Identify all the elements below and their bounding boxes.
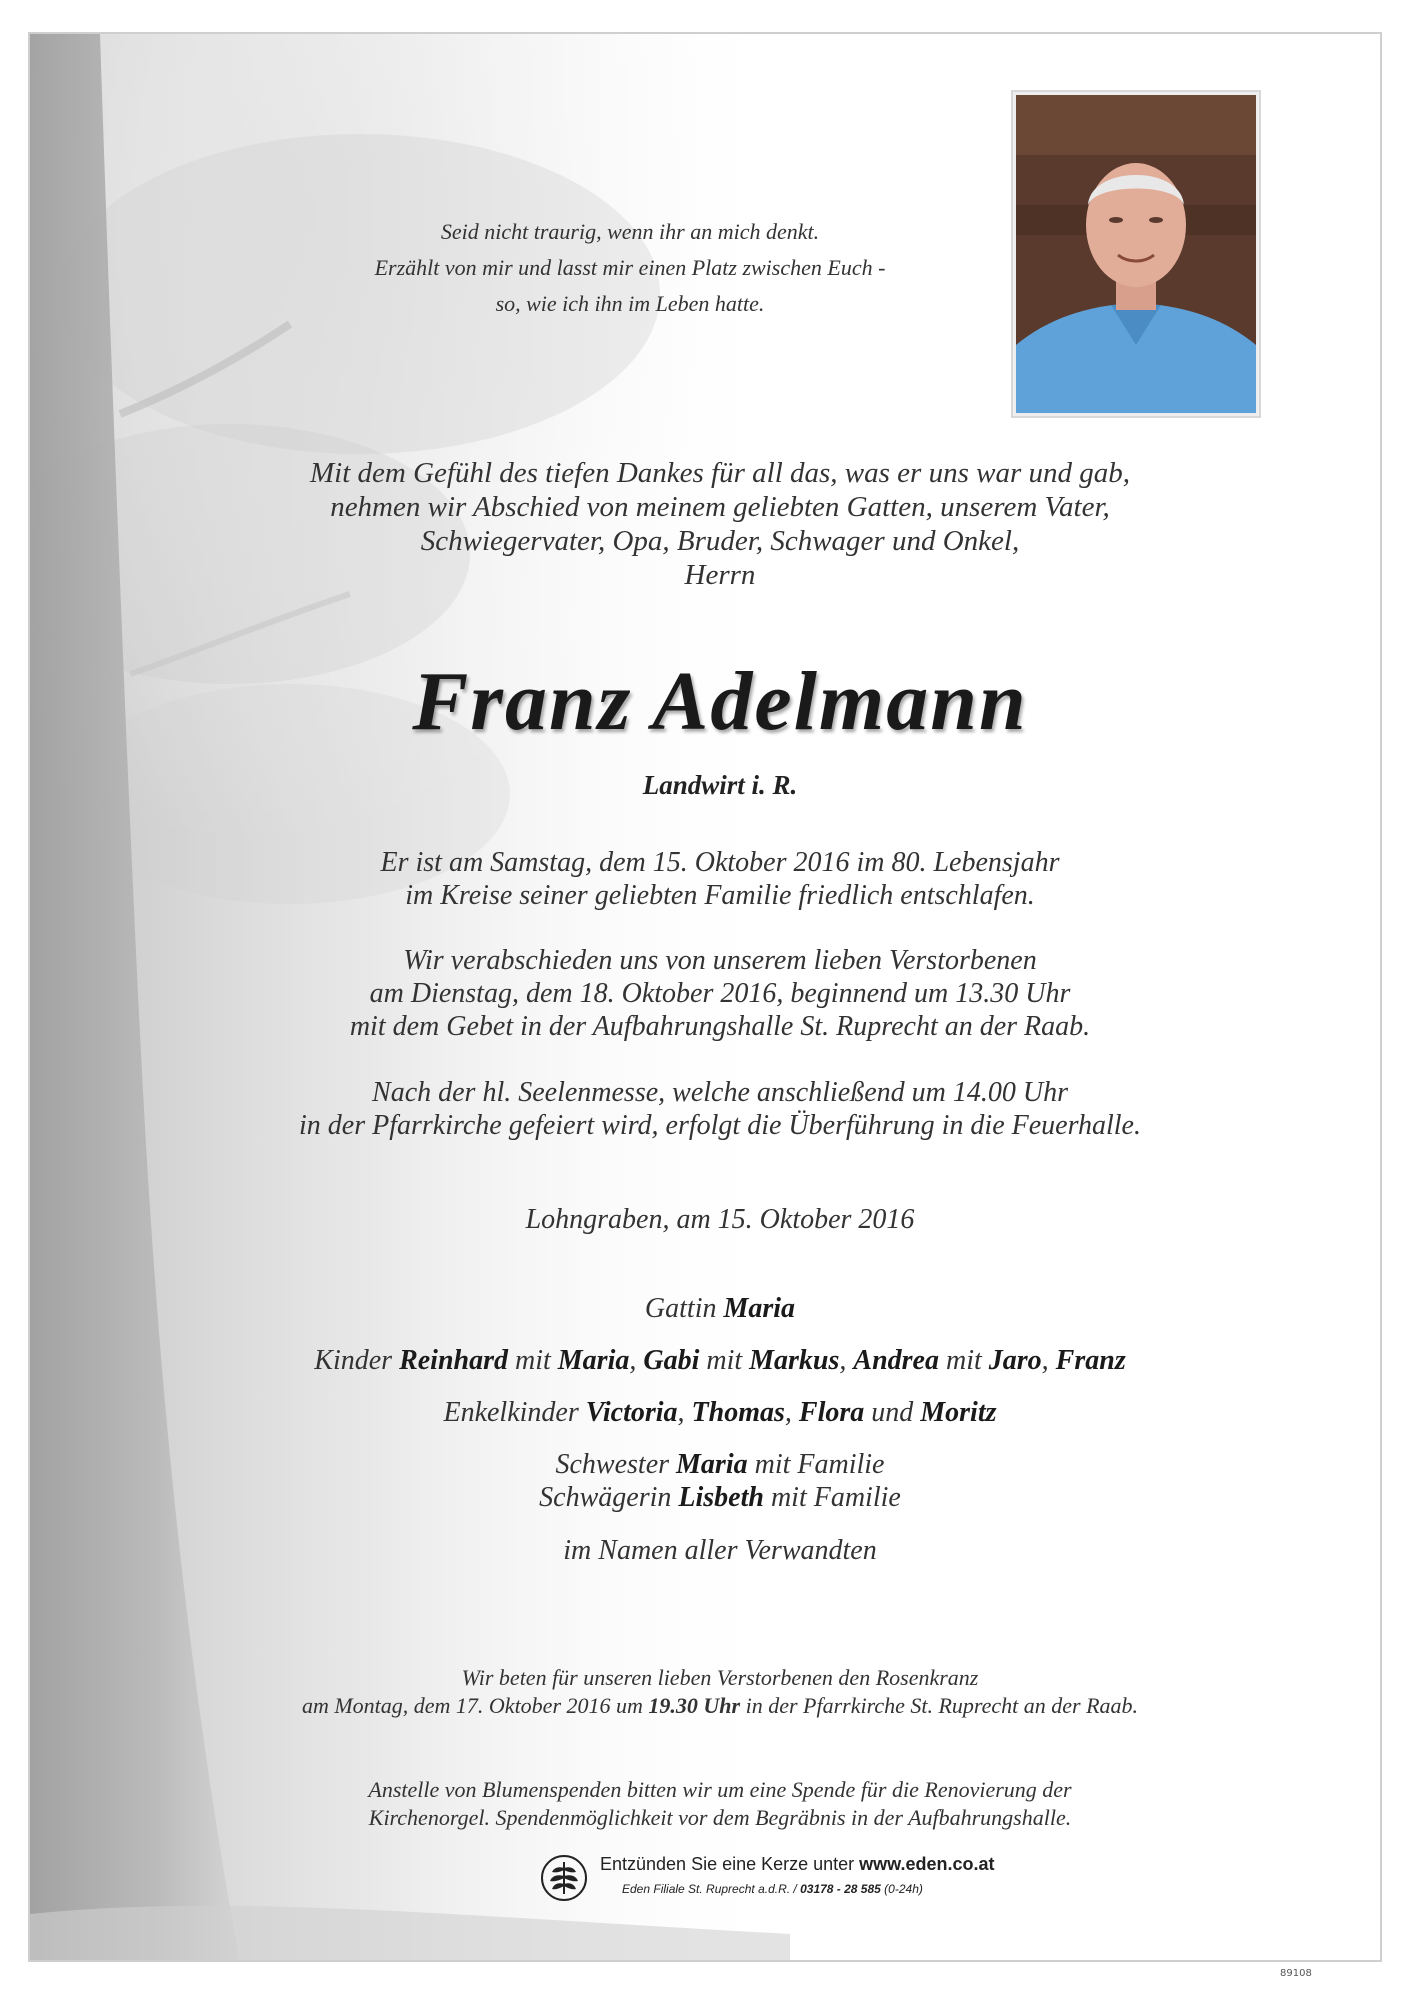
quote-line: Erzählt von mir und lasst mir einen Platz zwischen Euch - (374, 255, 886, 280)
family-member-name: Jaro (988, 1345, 1042, 1376)
family-member-name: Gabi (643, 1345, 700, 1376)
notice-line (130, 1692, 1310, 1720)
connector-text: mit (938, 1345, 989, 1376)
rosary-time: 19.30 Uhr (648, 1693, 741, 1718)
family-closing: im Namen aller Verwandten (563, 1535, 877, 1566)
family-member-name: Lisbeth (678, 1482, 764, 1513)
separator-text: , (784, 1397, 799, 1428)
mass-information (230, 1076, 1210, 1142)
paragraph-line: Er ist am Samstag, dem 15. Oktober 2016 im 80. Lebensjahr (380, 847, 1060, 878)
paragraph-line: Wir verabschieden uns von unserem lieben Verstorbenen (403, 945, 1037, 976)
family-wife (190, 1292, 1250, 1325)
relation-label: Enkelkinder (443, 1397, 586, 1428)
family-sister (190, 1448, 1250, 1481)
farewell-introduction (290, 456, 1150, 592)
notice-text: in der Pfarrkirche St. Ruprecht an der Raab. (740, 1693, 1139, 1718)
family-member-name: Franz (1055, 1345, 1126, 1376)
paragraph-line: in der Pfarrkirche gefeiert wird, erfolgt die Überführung in die Feuerhalle. (299, 1110, 1141, 1141)
family-member-name: Moritz (920, 1397, 997, 1428)
eden-leaf-logo-icon (540, 1854, 588, 1902)
donation-notice (130, 1776, 1310, 1832)
family-member-name: Maria (676, 1449, 748, 1480)
branch-name: Eden Filiale St. Ruprecht a.d.R. / (622, 1882, 801, 1896)
quote-line: so, wie ich ihn im Leben hatte. (495, 291, 765, 316)
family-member-name: Andrea (853, 1345, 939, 1376)
intro-line: Mit dem Gefühl des tiefen Dankes für all das, was er uns war und gab, (309, 457, 1130, 489)
paragraph-line: im Kreise seiner geliebten Familie friedlich entschlafen. (405, 880, 1035, 911)
candle-line (600, 1854, 995, 1875)
connector-text: mit (508, 1345, 558, 1376)
separator-text: , (839, 1345, 854, 1376)
memorial-quote (330, 214, 930, 322)
relation-label: Schwester (555, 1449, 677, 1480)
notice-text: am Montag, dem 17. Oktober 2016 um (301, 1693, 649, 1718)
deceased-name: Franz Adelmann (412, 655, 1028, 748)
notice-line: Kirchenorgel. Spendenmöglichkeit vor dem Begräbnis in der Aufbahrungshalle. (368, 1805, 1072, 1830)
rosary-notice (130, 1664, 1310, 1720)
relation-label: Kinder (314, 1345, 400, 1376)
family-sister-in-law (190, 1481, 1250, 1514)
paragraph-line: mit dem Gebet in der Aufbahrungshalle St. Ruprecht an der Raab. (349, 1011, 1091, 1042)
portrait-image (1016, 95, 1256, 413)
family-member-name: Victoria (585, 1397, 678, 1428)
connector-text: und (864, 1397, 921, 1428)
phone-number: 03178 - 28 585 (800, 1882, 881, 1896)
family-member-name: Thomas (691, 1397, 785, 1428)
family-member-name: Maria (557, 1345, 630, 1376)
farewell-ceremony (230, 944, 1210, 1043)
portrait-photo (1011, 90, 1261, 418)
family-children (190, 1344, 1250, 1377)
family-member-name: Reinhard (399, 1345, 508, 1376)
death-announcement (230, 846, 1210, 912)
deceased-title: Landwirt i. R. (642, 770, 798, 800)
family-member-name: Markus (749, 1345, 840, 1376)
phone-hours: (0-24h) (880, 1882, 923, 1896)
family-grandchildren (190, 1396, 1250, 1429)
family-member-name: Flora (798, 1397, 865, 1428)
relation-label: Schwägerin (539, 1482, 679, 1513)
funeral-home-footer (540, 1854, 1060, 1914)
suffix-text: mit Familie (747, 1449, 885, 1480)
quote-line: Seid nicht traurig, wenn ihr an mich denkt. (440, 219, 820, 244)
paragraph-line: am Dienstag, dem 18. Oktober 2016, beginnend um 13.30 Uhr (369, 978, 1071, 1009)
intro-line: Herrn (684, 559, 756, 591)
suffix-text: mit Familie (763, 1482, 901, 1513)
separator-text: , (1041, 1345, 1056, 1376)
parte-frame (28, 32, 1382, 1962)
notice-line: Anstelle von Blumenspenden bitten wir um eine Spende für die Renovierung der (368, 1777, 1072, 1802)
notice-line: Wir beten für unseren lieben Verstorbenen den Rosenkranz (461, 1665, 979, 1690)
connector-text: mit (699, 1345, 750, 1376)
intro-line: nehmen wir Abschied von meinem geliebten Gatten, unserem Vater, (330, 491, 1110, 523)
separator-text: , (629, 1345, 644, 1376)
place-and-date: Lohngraben, am 15. Oktober 2016 (525, 1204, 915, 1235)
candle-text: Entzünden Sie eine Kerze unter (600, 1854, 860, 1874)
family-member-name: Maria (723, 1293, 796, 1324)
family-siblings (190, 1448, 1250, 1514)
print-code: 89108 (1280, 1968, 1312, 1979)
branch-line (622, 1882, 923, 1896)
separator-text: , (677, 1397, 692, 1428)
relation-label: Gattin (644, 1293, 724, 1324)
intro-line: Schwiegervater, Opa, Bruder, Schwager und Onkel, (420, 525, 1020, 557)
paragraph-line: Nach der hl. Seelenmesse, welche anschließend um 14.00 Uhr (372, 1077, 1068, 1108)
website-link[interactable]: www.eden.co.at (859, 1854, 995, 1874)
